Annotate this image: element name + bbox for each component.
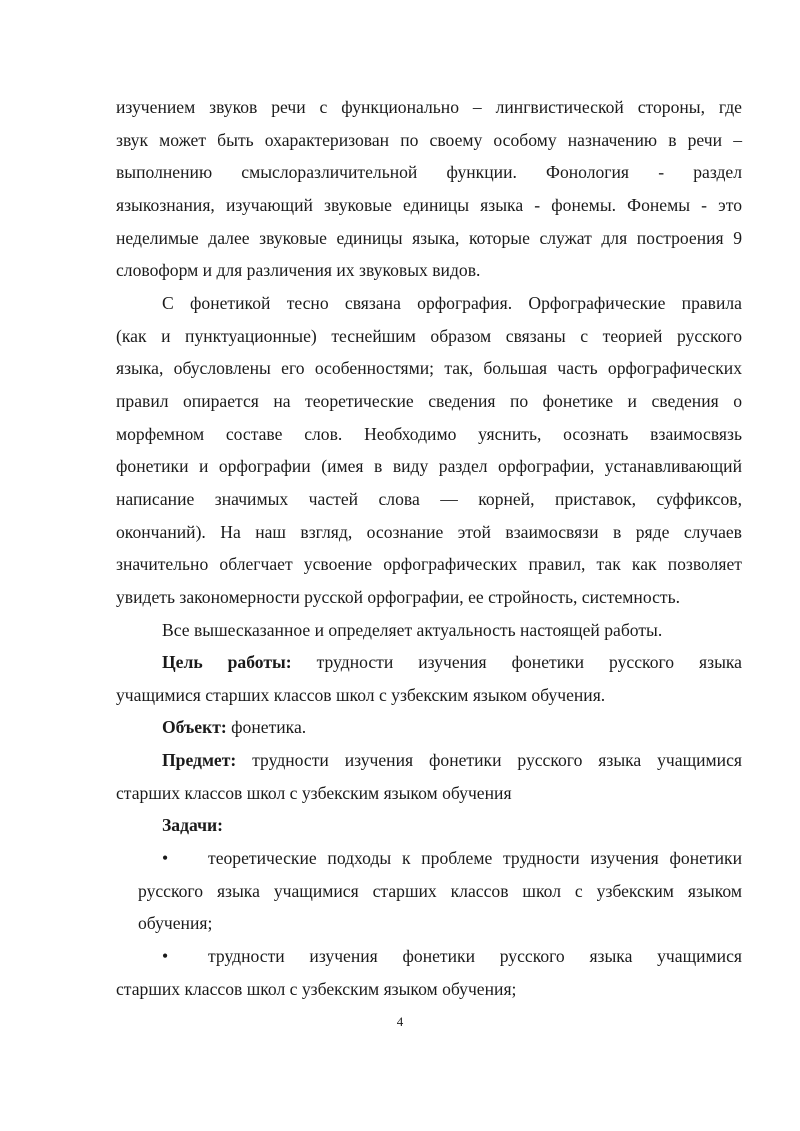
task-item-text: трудности изучения фонетики русского языка учащимися: [208, 946, 742, 966]
task-item-text-continued: русского языка учащимися старших классов школ с узбекским языком: [138, 881, 742, 901]
body-text-line: фонетики и орфографии (имея в виду раздел орфографии, устанавливающий: [116, 456, 742, 476]
task-item: [162, 944, 742, 968]
task-item-text-continued: старших классов школ с узбекским языком обучения;: [116, 979, 517, 999]
page-number: 4: [396, 1014, 404, 1029]
goal-label: Цель работы:: [162, 652, 292, 672]
task-item-text-continued: обучения;: [138, 913, 213, 933]
bullet-icon: •: [162, 946, 169, 966]
body-text-line: выполнению смыслоразличительной функции. Фонология - раздел: [116, 162, 742, 182]
object-line: [162, 715, 742, 739]
body-text-line: увидеть закономерности русской орфографии, ее стройность, системность.: [116, 587, 681, 607]
body-text-line: правил опирается на теоретические сведения по фонетике и сведения о: [116, 391, 742, 411]
body-text-line: изучением звуков речи с функционально – лингвистической стороны, где: [116, 97, 742, 117]
body-text-line: языка, обусловлены его особенностями; так, большая часть орфографических: [116, 358, 742, 378]
tasks-label: Задачи:: [162, 815, 223, 835]
goal-line: [162, 650, 742, 674]
body-text-line: написание значимых частей слова — корней, приставок, суффиксов,: [116, 489, 742, 509]
subject-text-continued: старших классов школ с узбекским языком обучения: [116, 783, 512, 803]
task-item: [162, 846, 742, 870]
subject-text: трудности изучения фонетики русского языка учащимися: [252, 750, 742, 770]
body-text-line: языкознания, изучающий звуковые единицы языка - фонемы. Фонемы - это: [116, 195, 742, 215]
object-label: Объект:: [162, 717, 227, 737]
goal-text-continued: учащимися старших классов школ с узбекским языком обучения.: [116, 685, 606, 705]
body-text-line: окончаний). На наш взгляд, осознание этой взаимосвязи в ряде случаев: [116, 522, 742, 542]
body-text-line: (как и пунктуационные) теснейшим образом связаны с теорией русского: [116, 326, 742, 346]
object-text: фонетика.: [231, 717, 307, 737]
tasks-heading: [162, 813, 742, 837]
body-text-line: значительно облегчает усвоение орфографических правил, так как позволяет: [116, 554, 742, 574]
bullet-icon: •: [162, 848, 169, 868]
subject-label: Предмет:: [162, 750, 237, 770]
body-text-line: словоформ и для различения их звуковых видов.: [116, 260, 481, 280]
body-text-line: морфемном составе слов. Необходимо уяснить, осознать взаимосвязь: [116, 424, 742, 444]
subject-line: [162, 748, 742, 772]
task-item-text: теоретические подходы к проблеме трудности изучения фонетики: [208, 848, 742, 868]
body-text-line: С фонетикой тесно связана орфография. Орфографические правила: [162, 293, 742, 313]
goal-text: трудности изучения фонетики русского языка: [316, 652, 742, 672]
body-text-line: неделимые далее звуковые единицы языка, которые служат для построения 9: [116, 228, 742, 248]
body-text-line: звук может быть охарактеризован по своему особому назначению в речи –: [116, 130, 742, 150]
body-text-line: Все вышесказанное и определяет актуальность настоящей работы.: [162, 620, 663, 640]
